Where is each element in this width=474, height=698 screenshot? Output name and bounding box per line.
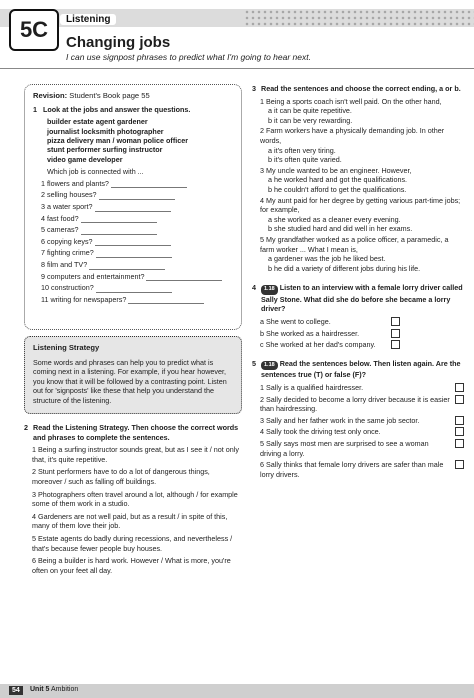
audio-track-icon[interactable]: 1.18 [261, 285, 278, 295]
word-bank-line: stunt performer surfing instructor [47, 145, 163, 155]
answer-line[interactable] [95, 239, 171, 246]
statement-row [260, 383, 464, 393]
revision-box [24, 84, 242, 330]
list-item [41, 188, 233, 200]
option-a[interactable]: a she worked as a cleaner every evening. [268, 214, 401, 224]
exercise-1-instruction: Look at the jobs and answer the questions. [43, 104, 191, 114]
statement-row [260, 416, 464, 426]
option-b[interactable]: b it can be very rewarding. [268, 115, 353, 125]
answer-line[interactable] [95, 205, 171, 212]
strategy-title: Listening Strategy [33, 343, 100, 352]
statement-row [260, 395, 464, 414]
exercise-3-heading [252, 84, 464, 94]
option-b[interactable]: b he did a variety of different jobs during his life. [268, 263, 421, 273]
exercise-3-number: 3 [252, 84, 256, 93]
option-b[interactable]: b she studied hard and did well in her exams. [268, 224, 413, 234]
exercise-4 [252, 283, 464, 350]
header-dot-pattern [244, 9, 474, 27]
list-item [41, 258, 233, 270]
answer-line[interactable] [96, 286, 172, 293]
answer-line[interactable] [89, 263, 165, 270]
answer-line[interactable] [81, 216, 157, 223]
question-stem: 4 My aunt paid for her degree by getting various part-time jobs; for example, [260, 195, 461, 215]
question-group [252, 97, 464, 126]
exercise-5 [252, 359, 464, 480]
exercise-5-heading [252, 359, 464, 380]
answer-line[interactable] [146, 274, 222, 281]
exercise-2-items [24, 445, 242, 575]
right-column [252, 84, 464, 481]
question-stem: 5 My grandfather worked as a police officer, a paramedic, a farm worker ... What I mean is, [260, 234, 449, 254]
statement-text: 4 Sally took the driving test only once. [260, 427, 381, 437]
statement-text: 2 Sally decided to become a lorry driver because it is easier than hairdressing. [260, 394, 450, 414]
footer-unit-name: Ambition [51, 686, 79, 693]
option-text: a She went to college. [260, 317, 331, 327]
answer-line[interactable] [99, 193, 175, 200]
page-title: Changing jobs [66, 34, 171, 51]
option-b[interactable]: b he couldn't afford to get the qualifications. [268, 184, 407, 194]
exercise-2-instruction: Read the Listening Strategy. Then choose the correct words and phrases to complete the sentences. [33, 423, 239, 442]
exercise-4-options [252, 317, 400, 350]
question-prompt: Which job is connected with ... [47, 167, 144, 177]
question-group [252, 235, 464, 273]
option-a[interactable]: a it can be quite repetitive. [268, 106, 352, 116]
list-item-text: 6 copying keys? [41, 236, 93, 246]
list-item [41, 177, 233, 189]
answer-checkbox[interactable] [455, 416, 464, 425]
list-item [41, 200, 233, 212]
list-item [41, 246, 233, 258]
question-stem: 3 My uncle wanted to be an engineer. However, [260, 165, 412, 175]
list-item-text: 1 flowers and plants? [41, 178, 109, 188]
option-text: b She worked as a hairdresser. [260, 328, 360, 338]
revision-heading [33, 91, 233, 101]
statement-text: 3 Sally and her father work in the same job sector. [260, 415, 420, 425]
word-bank-line: builder estate agent gardener [47, 117, 148, 127]
word-bank-line: journalist locksmith photographer [47, 126, 164, 136]
left-column [24, 84, 242, 575]
answer-line[interactable] [96, 251, 172, 258]
revision-label: Revision: [33, 91, 68, 100]
exercise-2 [24, 423, 242, 575]
list-item [41, 293, 233, 305]
option-a[interactable]: a gardener was the job he liked best. [268, 254, 386, 264]
exercise-1-number: 1 [33, 104, 37, 114]
question-stem: 1 Being a sports coach isn't well paid. On the other hand, [260, 96, 442, 106]
exercise-3 [252, 84, 464, 273]
sentence-item: 3 Photographers often travel around a lot, although / for example some of them work in a studio. [32, 489, 238, 509]
exercise-1 [33, 105, 233, 115]
answer-line[interactable] [128, 297, 204, 304]
footer-unit-label: Unit 5 [30, 686, 50, 693]
list-item-text: 11 writing for newspapers? [41, 294, 127, 304]
statement-text: 5 Sally says most men are surprised to see a woman driving a lorry. [260, 439, 429, 458]
answer-line[interactable] [111, 181, 187, 188]
exercise-3-instruction: Read the sentences and choose the correct ending, a or b. [261, 84, 461, 93]
exercise-4-heading [252, 283, 464, 314]
sentence-item: 4 Gardeners are not well paid, but as a result / in spite of this, many of them love their job. [32, 511, 228, 531]
option-row [260, 329, 400, 339]
option-row [260, 340, 400, 350]
sentence-item: 5 Estate agents do badly during recessions, and nevertheless / that's because fewer people buy houses. [32, 533, 233, 553]
sentence-item: 2 Stunt performers have to do a lot of dangerous things, moreover / such as falling off buildings. [32, 467, 210, 486]
list-item-text: 8 film and TV? [41, 259, 88, 269]
list-item [41, 281, 233, 293]
statement-text: 6 Sally thinks that female lorry drivers are safer than male lorry drivers. [260, 460, 444, 479]
audio-track-icon[interactable]: 1.18 [261, 361, 278, 371]
list-item [41, 223, 233, 235]
list-item-text: 4 fast food? [41, 213, 79, 223]
option-a[interactable]: a he worked hard and got the qualifications. [268, 175, 408, 185]
answer-line[interactable] [81, 228, 157, 235]
list-item-text: 9 computers and entertainment? [41, 271, 145, 281]
sentence-item: 1 Being a surfing instructor sounds great, but as I see it / not only that, it's quite repetitive. [32, 445, 239, 464]
answer-checkbox[interactable] [455, 383, 464, 392]
question-stem: 2 Farm workers have a physically demanding job. In other words, [260, 126, 445, 145]
option-text: c She worked at her dad's company. [260, 340, 376, 350]
list-item [41, 212, 233, 224]
answer-checkbox[interactable] [391, 329, 400, 338]
section-tag: Listening [60, 14, 116, 25]
answer-checkbox[interactable] [455, 395, 464, 404]
exercise-5-instruction: Read the sentences below. Then listen again. Are the sentences true (T) or false (F)? [261, 358, 461, 380]
question-group [252, 166, 464, 195]
sentence-item: 6 Being a builder is hard work. However / What is more, you're often on your feet all day. [32, 556, 231, 575]
unit-badge: 5C [9, 9, 59, 51]
page-subtitle: I can use signpost phrases to predict what I'm going to hear next. [66, 52, 311, 62]
list-item-text: 2 selling houses? [41, 190, 97, 200]
answer-checkbox[interactable] [455, 460, 464, 469]
word-bank-line: pizza delivery man / woman police officer [47, 136, 188, 145]
page-number: 54 [9, 686, 23, 695]
exercise-5-number: 5 [252, 358, 256, 368]
answer-checkbox[interactable] [455, 439, 464, 448]
option-b[interactable]: b it's often quite varied. [268, 155, 342, 165]
list-item-text: 10 construction? [41, 283, 94, 293]
option-a[interactable]: a it's often very tiring. [268, 145, 336, 155]
option-row [260, 317, 400, 327]
strategy-text: Some words and phrases can help you to predict what is coming next in a listening. For example, if you hear however, you know that it will be followed by a contrasting point. Listen out for 'signposts' like these that help you understand the structure of the listening. [33, 357, 227, 405]
exercise-3-items [252, 97, 464, 274]
footer-unit [30, 686, 78, 693]
answer-checkbox[interactable] [391, 317, 400, 326]
list-item-text: 5 cameras? [41, 225, 79, 235]
list-item [41, 270, 233, 282]
revision-list [41, 177, 233, 305]
statement-text: 1 Sally is a qualified hairdresser. [260, 383, 364, 393]
list-item [41, 235, 233, 247]
header-divider [0, 68, 474, 69]
exercise-5-items [252, 383, 464, 479]
word-bank [47, 117, 233, 164]
exercise-4-number: 4 [252, 283, 256, 293]
revision-ref: Student's Book page 55 [67, 91, 150, 100]
page-header [0, 0, 474, 74]
exercise-2-number: 2 [24, 423, 28, 432]
list-item-text: 7 fighting crime? [41, 248, 94, 258]
question-group [252, 196, 464, 234]
statement-row [260, 427, 464, 437]
listening-strategy-box [24, 336, 242, 414]
word-bank-line: video game developer [47, 154, 123, 164]
exercise-2-heading [24, 423, 242, 442]
statement-row [260, 460, 464, 479]
statement-row [260, 439, 464, 458]
exercise-4-instruction: Listen to an interview with a female lorry driver called Sally Stone. What did she do before she became a lorry driver? [261, 283, 463, 314]
answer-checkbox[interactable] [391, 340, 400, 349]
answer-checkbox[interactable] [455, 427, 464, 436]
list-item-text: 3 a water sport? [41, 202, 93, 211]
question-group [252, 126, 464, 164]
